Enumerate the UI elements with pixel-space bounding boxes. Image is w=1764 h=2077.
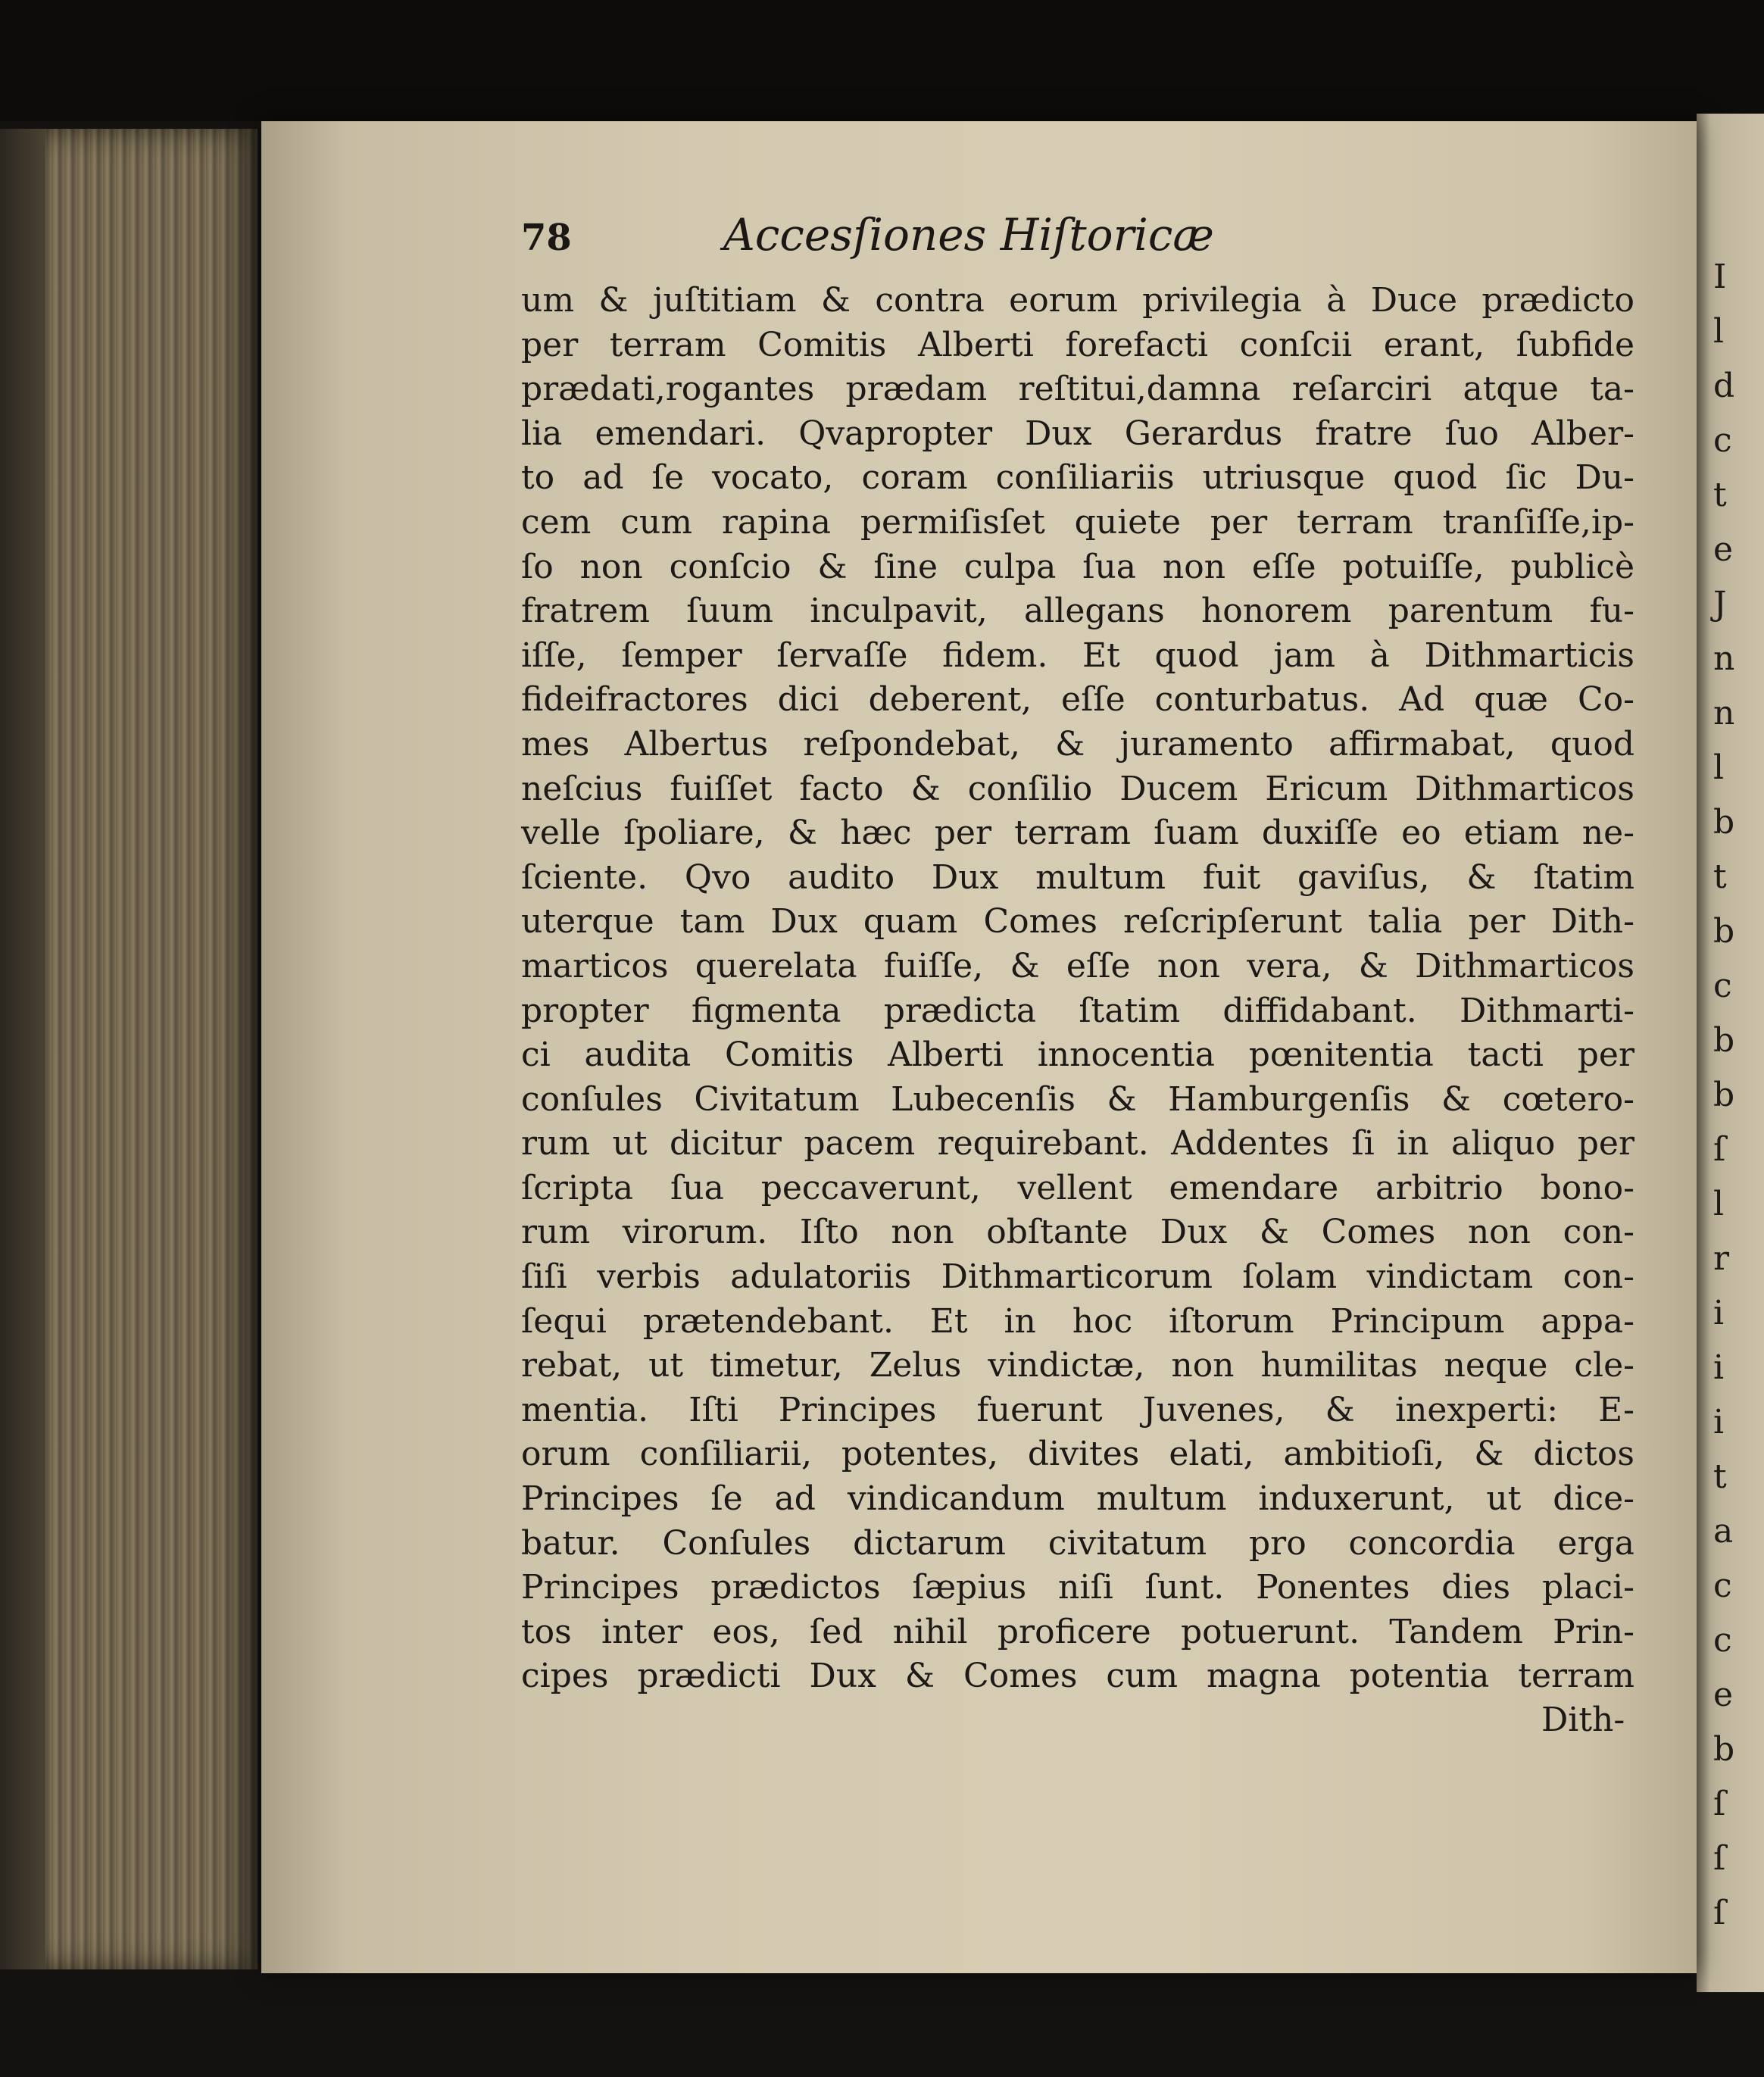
text-line: mentia. Iſti Principes fuerunt Juvenes, & inexperti: E- (521, 1390, 1634, 1429)
right-margin-letter: c (1713, 1621, 1732, 1660)
right-margin-letter: l (1713, 748, 1725, 787)
right-margin-letter: n (1713, 639, 1735, 678)
body-text (521, 279, 1634, 1699)
text-line: fideifractores dici deberent, eſſe conturbatus. Ad quæ Co- (521, 680, 1634, 720)
right-margin-letter: J (1713, 585, 1727, 623)
right-margin-letter: e (1713, 1676, 1734, 1714)
right-margin-letter: c (1713, 1566, 1732, 1605)
text-line: rebat, ut timetur, Zelus vindictæ, non humilitas neque cle- (521, 1346, 1634, 1385)
text-line: Principes prædictos ſæpius niſi ſunt. Ponentes dies placi- (521, 1568, 1634, 1607)
right-margin-letter: b (1713, 1021, 1735, 1060)
right-margin-letter: b (1713, 912, 1735, 951)
text-line: mes Albertus reſpondebat, & juramento affirmabat, quod (521, 724, 1634, 764)
text-line: fratrem ſuum inculpavit, allegans honorem parentum fu- (521, 592, 1634, 631)
text-line: cem cum rapina permiſisſet quiete per terram tranſiſſe,ip- (521, 502, 1634, 542)
text-line: ſequi prætendebant. Et in hoc iſtorum Principum appa- (521, 1301, 1634, 1341)
right-margin-letter: e (1713, 530, 1734, 569)
text-line: prædati,rogantes prædam reſtitui,damna reſarciri atque ta- (521, 370, 1634, 409)
right-margin-letter: d (1713, 367, 1735, 405)
text-line: conſules Civitatum Lubecenſis & Hamburgenſis & cœtero- (521, 1079, 1634, 1119)
text-line: Principes ſe ad vindicandum multum induxerunt, ut dice- (521, 1479, 1634, 1519)
right-margin-letter: ſ (1713, 1839, 1726, 1878)
right-margin-letter: c (1713, 967, 1732, 1005)
text-line: to ad ſe vocato, coram conſiliariis utriusque quod ſic Du- (521, 458, 1634, 498)
right-margin-letter: b (1713, 803, 1735, 842)
running-title: Accesſiones Hiſtoricæ (723, 209, 1214, 261)
right-margin-letter: i (1713, 1403, 1725, 1441)
text-line: propter figmenta prædicta ſtatim diffidabant. Dithmarti- (521, 991, 1634, 1030)
text-line: iſſe, ſemper ſervaſſe fidem. Et quod jam à Dithmarticis (521, 636, 1634, 675)
page-number: 78 (521, 217, 572, 259)
right-margin-letter: n (1713, 694, 1735, 732)
text-line: per terram Comitis Alberti forefacti conſcii erant, ſubfide (521, 325, 1634, 364)
text-line: ſciente. Qvo audito Dux multum fuit gaviſus, & ſtatim (521, 857, 1634, 897)
text-line: ſiſi verbis adulatoriis Dithmarticorum ſolam vindictam con- (521, 1257, 1634, 1297)
right-margin-letter: ſ (1713, 1130, 1726, 1169)
right-margin-letter: l (1713, 312, 1725, 351)
right-margin-letter: r (1713, 1239, 1730, 1278)
right-margin-letter: ſ (1713, 1894, 1726, 1932)
text-line: ſo non conſcio & ſine culpa ſua non eſſe potuiſſe, publicè (521, 547, 1634, 586)
text-line: orum conſiliarii, potentes, divites elati, ambitioſi, & dictos (521, 1435, 1634, 1474)
text-line: rum virorum. Iſto non obſtante Dux & Comes non con- (521, 1213, 1634, 1252)
right-margin-letter: b (1713, 1076, 1735, 1114)
text-line: rum ut dicitur pacem requirebant. Addentes ſi in aliquo per (521, 1124, 1634, 1163)
text-line: ſcripta ſua peccaverunt, vellent emendare arbitrio bono- (521, 1168, 1634, 1207)
right-margin-letter: c (1713, 421, 1732, 460)
right-margin-letter: b (1713, 1730, 1735, 1769)
right-margin-letter: I (1713, 258, 1727, 296)
text-line: tos inter eos, ſed nihil proficere potuerunt. Tandem Prin- (521, 1612, 1634, 1651)
text-line: lia emendari. Qvapropter Dux Gerardus fratre ſuo Alber- (521, 414, 1634, 453)
top-background (0, 0, 1764, 121)
right-margin-letter: t (1713, 476, 1727, 514)
right-margin-letter: a (1713, 1512, 1734, 1551)
right-margin-letter: i (1713, 1294, 1725, 1332)
text-line: uterque tam Dux quam Comes reſcripſerunt talia per Dith- (521, 902, 1634, 942)
right-margin-letter: l (1713, 1185, 1725, 1223)
text-line: um & juſtitiam & contra eorum privilegia à Duce prædicto (521, 281, 1634, 320)
right-margin-letter: ſ (1713, 1785, 1726, 1823)
text-line: cipes prædicti Dux & Comes cum magna potentia terram (521, 1657, 1634, 1696)
text-line: batur. Conſules dictarum civitatum pro concordia erga (521, 1523, 1634, 1563)
text-line: marticos querelata fuiſſe, & eſſe non vera, & Dithmarticos (521, 946, 1634, 985)
text-line: neſcius fuiſſet facto & conſilio Ducem Ericum Dithmarticos (521, 769, 1634, 808)
text-line: velle ſpoliare, & hæc per terram ſuam duxiſſe eo etiam ne- (521, 814, 1634, 853)
right-margin-letter: t (1713, 857, 1727, 896)
right-margin-letter: i (1713, 1348, 1725, 1387)
right-margin-letter: t (1713, 1457, 1727, 1496)
text-line: ci audita Comitis Alberti innocentia pœnitentia tacti per (521, 1035, 1634, 1075)
catchword: Dith- (1541, 1701, 1625, 1739)
book-spine-edge (0, 129, 45, 1969)
right-page-margin-letters (1713, 250, 1759, 1941)
